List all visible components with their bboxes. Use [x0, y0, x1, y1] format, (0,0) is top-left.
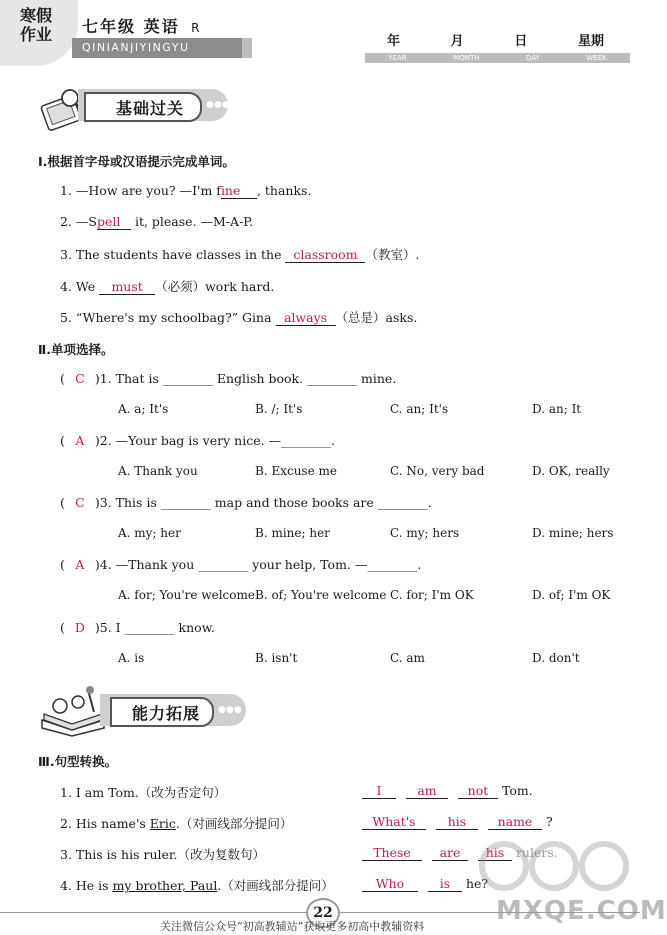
part2-item-3-stem: )3. This is ________ map and those books are ________.: [94, 495, 432, 510]
part1-item-3: [60, 245, 419, 263]
part1-item-2-post: it, please. —M-A-P.: [130, 214, 254, 229]
part2-item-5: ( D )5. I ________ know.: [60, 620, 215, 635]
option-a: A. Thank you: [118, 464, 198, 478]
answer-blank: What's: [362, 815, 426, 830]
part2-item-5-answer: D: [74, 620, 85, 635]
watermark-logo: [474, 838, 634, 896]
part3-item-4-question: 4. He is my brother, Paul.（对画线部分提问）: [60, 878, 334, 893]
part2-item-1-answer: C: [75, 371, 85, 386]
part2-item-2: ( A )2. —Your bag is very nice. —________.: [60, 433, 336, 448]
part2-item-4-answer: A: [75, 557, 85, 572]
option-d: D. of; I'm OK: [532, 588, 611, 602]
part2-item-1-stem: )1. That is ________ English book. ________ mine.: [94, 371, 397, 386]
part2-item-3: ( C )3. This is ________ map and those books are ________.: [60, 495, 432, 510]
answer-blank: Who: [362, 877, 418, 892]
badge-top: 寒假: [20, 6, 53, 25]
part2-item-3-answer: C: [75, 495, 85, 510]
option-b: B. isn't: [255, 651, 298, 665]
pinyin-strip: QINIANJIYINGYU: [82, 41, 190, 54]
watermark-text: MXQE.COM: [496, 896, 667, 926]
date-year: 年: [387, 34, 401, 49]
answer-blank: name: [488, 815, 542, 830]
date-block: [365, 30, 630, 63]
part1-item-2-answer: pell: [97, 215, 131, 230]
part2-item-2-stem: )2. —Your bag is very nice. —________.: [94, 433, 336, 448]
header-badge-text: [20, 6, 52, 44]
option-d: D. mine; hers: [532, 526, 614, 540]
section2-banner: [110, 697, 214, 727]
part1-item-4-answer: must: [99, 280, 155, 295]
date-strip: [365, 53, 630, 63]
part3-item-4-answer: [362, 876, 488, 892]
part1-item-2-pre: 2. —S: [60, 214, 97, 229]
answer-blank: his: [436, 815, 478, 830]
people-icon: ●●●: [218, 705, 242, 715]
part1-item-1-post: , thanks.: [256, 183, 312, 198]
part2-item-5-stem: )5. I ________ know.: [94, 620, 215, 635]
option-d: D. an; It: [532, 402, 582, 416]
date-week-en: WEEK: [586, 54, 607, 62]
part2-title: Ⅱ.单项选择。: [38, 342, 114, 357]
header-strip-end: [242, 38, 252, 58]
edition: R: [191, 21, 202, 35]
part1-item-4-post: （必须）work hard.: [155, 279, 275, 294]
date-month: 月: [450, 34, 464, 49]
footer-note: 关注微信公众号“初高教辅站”获取更多初高中教辅资料: [160, 920, 425, 933]
part1-item-2: [60, 214, 253, 230]
part1-item-1: [60, 183, 311, 199]
option-c: C. am: [390, 651, 425, 665]
part3-item-3-question: 3. This is his ruler.（改为复数句）: [60, 847, 265, 862]
option-d: D. don't: [532, 651, 580, 665]
option-c: C. my; hers: [390, 526, 460, 540]
date-year-en: YEAR: [388, 54, 407, 62]
option-a: A. my; her: [118, 526, 181, 540]
part1-title: Ⅰ.根据首字母或汉语提示完成单词。: [38, 154, 235, 169]
option-a: A. a; It's: [118, 402, 169, 416]
part3-item-1-answer: [362, 783, 533, 799]
answer-blank: not: [458, 784, 498, 799]
book-illustration: [38, 684, 108, 736]
section2-banner-title: 能力拓展: [132, 704, 201, 723]
part1-item-5-pre: 5. “Where's my schoolbag?” Gina: [60, 310, 276, 325]
section1-banner-title: 基础过关: [116, 99, 185, 118]
option-d: D. OK, really: [532, 464, 610, 478]
option-a: A. is: [118, 651, 145, 665]
part1-item-4-pre: 4. We: [60, 279, 100, 294]
date-day-en: DAY: [526, 54, 540, 62]
part3-title: Ⅲ.句型转换。: [38, 754, 118, 769]
part1-item-3-post: （教室）.: [365, 247, 420, 262]
option-b: B. of; You're welcome: [255, 588, 387, 602]
part2-item-2-answer: A: [75, 433, 85, 448]
page-number: 22: [306, 898, 340, 928]
date-labels: [365, 30, 630, 49]
part3-item-1-question: 1. I am Tom.（改为否定句）: [60, 785, 227, 800]
answer-tail: Tom.: [501, 783, 533, 798]
option-c: C. for; I'm OK: [390, 588, 474, 602]
option-a: A. for; You're welcome: [118, 588, 255, 602]
part2-item-4-stem: )4. —Thank you ________ your help, Tom. —________.: [94, 557, 422, 572]
part1-item-5-answer: always: [276, 311, 336, 326]
answer-blank: is: [428, 877, 462, 892]
section1-banner: [84, 92, 202, 122]
grade-subject: [82, 14, 202, 37]
answer-blank: These: [362, 846, 422, 861]
answer-tail: ?: [545, 814, 553, 829]
part3-item-2-answer: [362, 814, 553, 830]
part3-item-2-question: 2. His name's Eric.（对画线部分提问）: [60, 816, 293, 831]
part2-item-1: ( C )1. That is ________ English book. ________ mine.: [60, 371, 397, 386]
part1-item-4: [60, 277, 274, 295]
people-icon: ●●●: [206, 100, 230, 110]
option-c: C. No, very bad: [390, 464, 485, 478]
answer-blank: are: [432, 846, 468, 861]
answer-tail: he?: [465, 876, 489, 891]
answer-blank: I: [362, 784, 396, 799]
answer-tail: rulers.: [515, 845, 558, 860]
answer-blank: his: [478, 846, 512, 861]
part1-item-5: [60, 308, 417, 326]
part2-item-4: ( A )4. —Thank you ________ your help, Tom. —________.: [60, 557, 422, 572]
date-week: 星期: [577, 34, 604, 49]
badge-bottom: 作业: [20, 25, 53, 44]
option-b: B. /; It's: [255, 402, 303, 416]
date-day: 日: [514, 34, 528, 49]
option-c: C. an; It's: [390, 402, 449, 416]
part1-item-1-pre: 1. —How are you? —I'm f: [60, 183, 221, 198]
option-b: B. Excuse me: [255, 464, 337, 478]
part1-item-5-post: （总是）asks.: [335, 310, 418, 325]
option-b: B. mine; her: [255, 526, 330, 540]
part1-item-3-pre: 3. The students have classes in the: [60, 247, 286, 262]
grade-subject-text: 七年级 英语: [82, 17, 180, 36]
part1-item-1-answer: ine: [221, 184, 257, 199]
answer-blank: am: [406, 784, 448, 799]
part1-item-3-answer: classroom: [285, 248, 365, 263]
date-month-en: MONTH: [453, 54, 480, 62]
